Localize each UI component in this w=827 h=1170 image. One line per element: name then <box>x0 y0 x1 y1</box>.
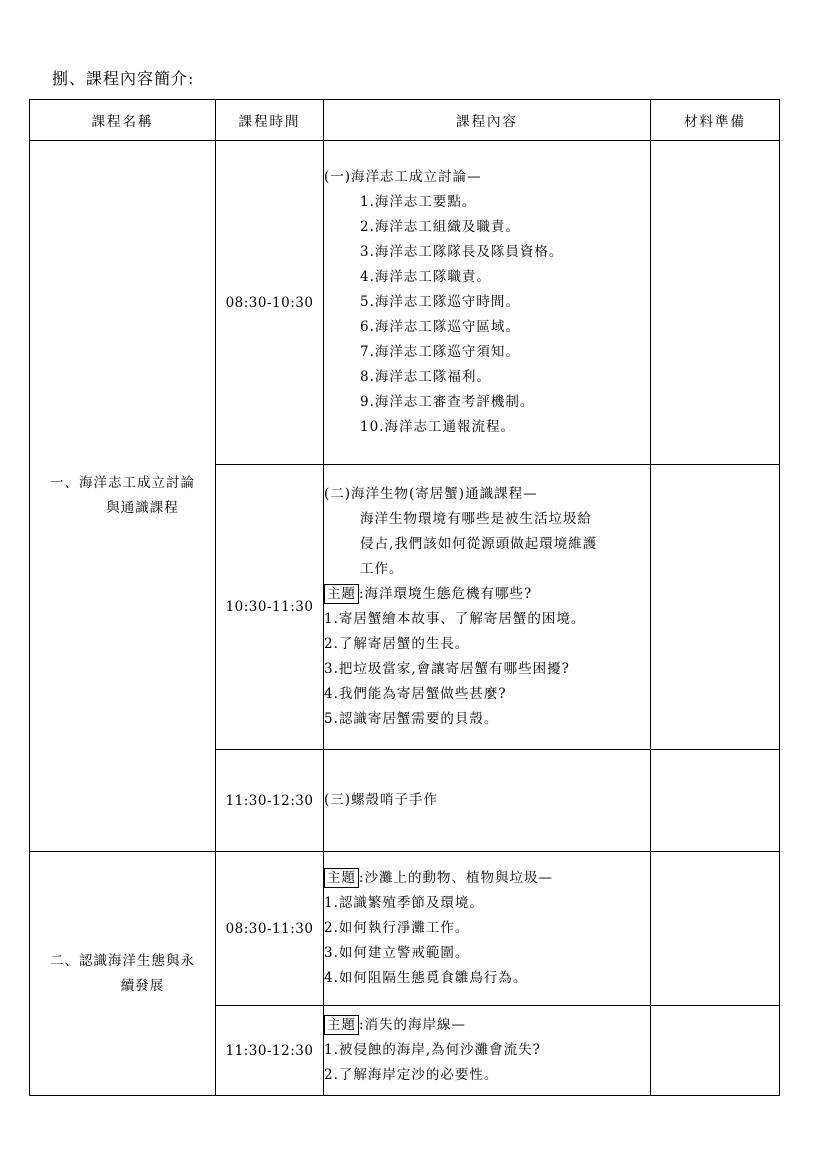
list-item: 4.如何阻隔生態覓食雛鳥行為。 <box>324 970 528 986</box>
list-item: 4.海洋志工隊職責。 <box>360 269 491 285</box>
materials-cell <box>651 852 780 1006</box>
session-time: 10:30-11:30 <box>216 465 324 750</box>
course-name-cell <box>30 141 216 852</box>
topic-line <box>324 582 650 607</box>
list-item: 10.海洋志工通報流程。 <box>360 419 515 435</box>
list-item: 7.海洋志工隊巡守須知。 <box>360 344 520 360</box>
session-time: 08:30-10:30 <box>216 141 324 465</box>
list-item: 1.被侵蝕的海岸,為何沙灘會流失? <box>324 1042 541 1058</box>
materials-cell <box>651 750 780 852</box>
topic-label-box: 主題 <box>324 868 359 888</box>
session-time: 11:30-12:30 <box>216 1006 324 1096</box>
list-item: 5.認識寄居蟹需要的貝殼。 <box>324 711 499 727</box>
session-description: 工作。 <box>360 561 404 577</box>
header-materials: 材料準備 <box>651 100 780 141</box>
session-content <box>324 750 651 852</box>
materials-cell <box>651 1006 780 1096</box>
list-item: 9.海洋志工審查考評機制。 <box>360 394 535 410</box>
topic-line <box>324 866 650 891</box>
header-course-time: 課程時間 <box>216 100 324 141</box>
session-time: 11:30-12:30 <box>216 750 324 852</box>
list-item: 2.了解寄居蟹的生長。 <box>324 636 470 652</box>
list-item: 5.海洋志工隊巡守時間。 <box>360 294 520 310</box>
course-name-cell <box>30 852 216 1096</box>
session-title: (一)海洋志工成立討論— <box>324 169 482 185</box>
session-content <box>324 1006 651 1096</box>
list-item: 3.把垃圾當家,會讓寄居蟹有哪些困擾? <box>324 661 570 677</box>
course-name-line: 續發展 <box>120 977 165 994</box>
topic-text: :海洋環境生態危機有哪些? <box>359 586 533 602</box>
list-item: 4.我們能為寄居蟹做些甚麼? <box>324 686 507 702</box>
session-description: 侵占,我們該如何從源頭做起環境維護 <box>360 536 598 552</box>
list-item: 1.寄居蟹繪本故事、了解寄居蟹的困境。 <box>324 611 586 627</box>
course-table <box>29 99 780 1096</box>
topic-line <box>324 1013 650 1038</box>
list-item: 1.海洋志工要點。 <box>360 194 477 210</box>
table-row <box>30 141 780 465</box>
topic-text: :沙灘上的動物、植物與垃圾— <box>359 870 554 886</box>
topic-label-box: 主題 <box>324 1015 359 1035</box>
header-course-content: 課程內容 <box>324 100 651 141</box>
list-item: 1.認識繁殖季節及環境。 <box>324 895 484 911</box>
table-row <box>30 852 780 1006</box>
list-item: 2.了解海岸定沙的必要性。 <box>324 1067 499 1083</box>
session-title: (三)螺殼哨子手作 <box>324 792 439 808</box>
session-time: 08:30-11:30 <box>216 852 324 1006</box>
list-item: 2.海洋志工組織及職責。 <box>360 219 520 235</box>
session-content <box>324 852 651 1006</box>
topic-text: :消失的海岸線— <box>359 1017 467 1033</box>
list-item: 3.海洋志工隊隊長及隊員資格。 <box>360 244 564 260</box>
materials-cell <box>651 141 780 465</box>
table-header-row <box>30 100 780 141</box>
session-content <box>324 141 651 465</box>
materials-cell <box>651 465 780 750</box>
list-item: 8.海洋志工隊福利。 <box>360 369 491 385</box>
session-content <box>324 465 651 750</box>
topic-label-box: 主題 <box>324 584 359 604</box>
list-item: 3.如何建立警戒範圍。 <box>324 945 470 961</box>
session-description: 海洋生物環境有哪些是被生活垃圾給 <box>360 511 592 527</box>
list-item: 2.如何執行淨灘工作。 <box>324 920 470 936</box>
page-heading: 捌、課程內容簡介: <box>52 69 195 88</box>
course-name-line: 二、認識海洋生態與永 <box>50 952 195 969</box>
session-title: (二)海洋生物(寄居蟹)通識課程— <box>324 486 538 502</box>
course-name-line: 與通識課程 <box>106 500 179 516</box>
list-item: 6.海洋志工隊巡守區域。 <box>360 319 520 335</box>
course-name-line: 一、海洋志工成立討論 <box>50 475 195 491</box>
header-course-name: 課程名稱 <box>30 100 216 141</box>
